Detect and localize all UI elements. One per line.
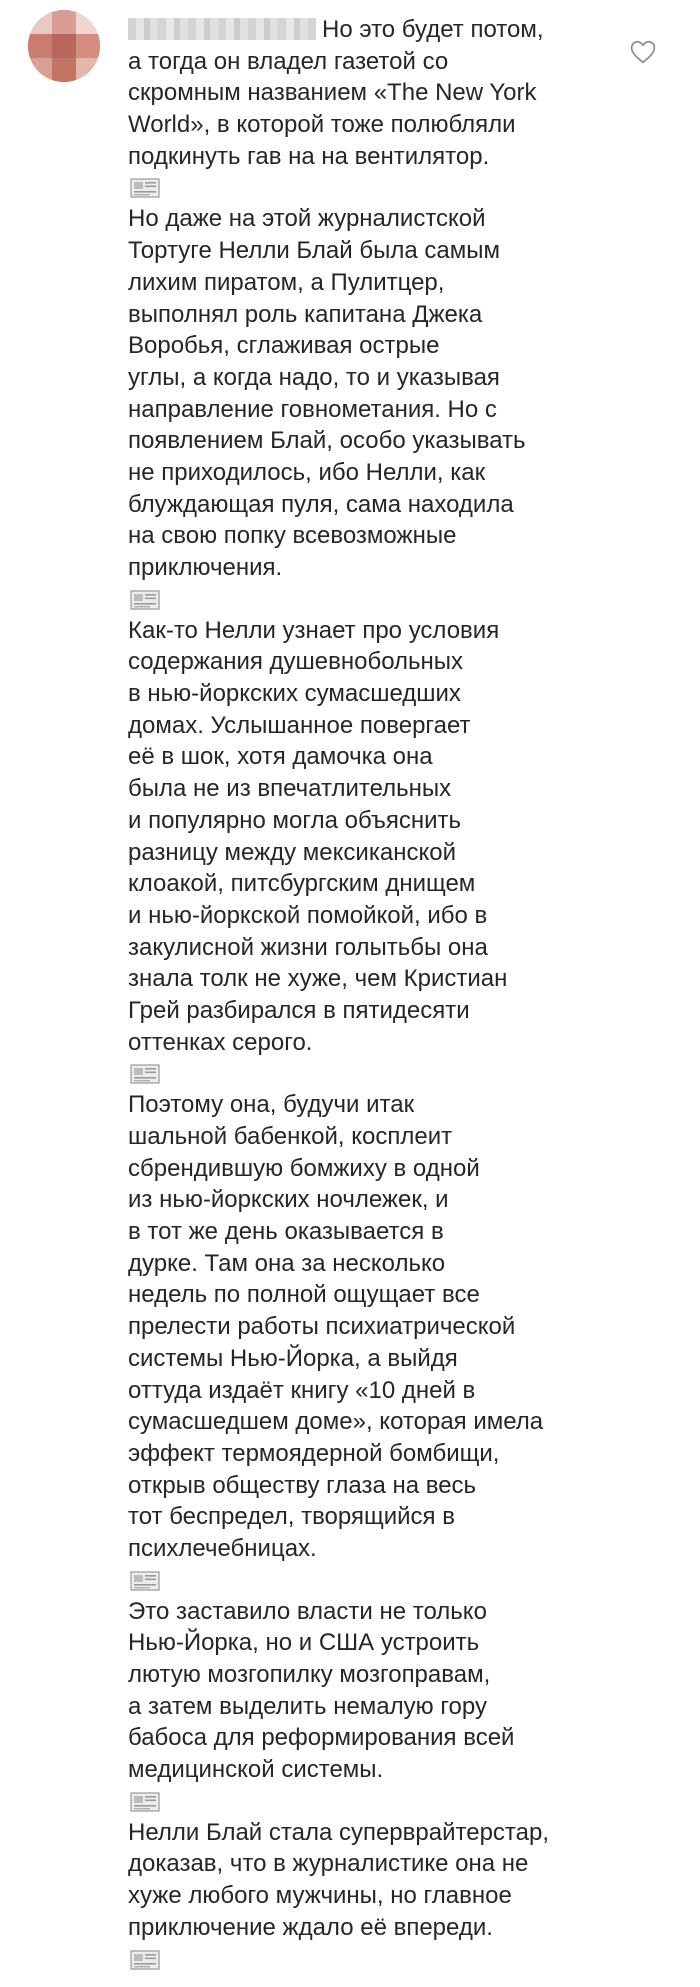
comment-line <box>128 394 608 426</box>
comment-text: лютую мозгопилку мозгоправам, <box>128 1661 491 1688</box>
comment-line <box>128 1880 608 1912</box>
comment-line <box>128 1691 608 1723</box>
comment-text: скромным названием «The New York <box>128 79 537 107</box>
comment-line <box>128 330 608 362</box>
comment-line <box>128 615 608 647</box>
comment-line <box>128 1722 608 1754</box>
comment-text: в тот же день оказывается в <box>128 1218 444 1246</box>
comment-line <box>128 1627 608 1659</box>
comment-line <box>128 1659 608 1691</box>
comment-line <box>128 489 608 521</box>
comment-text: Нелли Блай стала суперврайтерстар, <box>128 1818 550 1846</box>
comment-text: углы, а когда надо, то и указывая <box>128 363 500 391</box>
comment-text: хуже любого мужчины, но главное <box>128 1882 512 1910</box>
comment-line <box>128 932 608 964</box>
comment-text: Это заставило власти не только <box>128 1597 487 1625</box>
comment-text: направление говнометания. Но с <box>128 395 497 423</box>
comment-line <box>128 457 608 489</box>
comment-line <box>128 1216 608 1248</box>
comment-line <box>128 235 608 267</box>
newspaper-icon <box>130 1570 160 1592</box>
comment-text: прелести работы психиатрической <box>128 1313 516 1341</box>
comment-text: подкинуть гав на на вентилятор. <box>128 142 490 170</box>
comment-line <box>128 1438 608 1470</box>
comment-line <box>128 1533 608 1565</box>
comment-text: недель по полной ощущает все <box>128 1281 480 1309</box>
comment-text: оттуда издаёт книгу «10 дней в <box>128 1376 476 1404</box>
comment-line <box>128 362 608 394</box>
comment-line <box>128 203 608 235</box>
comment-line <box>128 646 608 678</box>
comment-line <box>128 109 608 141</box>
comment-text: Нью-Йорка, но и США устроить <box>128 1629 480 1657</box>
comment-line <box>128 1248 608 1280</box>
comment-line <box>128 1184 608 1216</box>
comment-text: не приходилось, ибо Нелли, как <box>128 458 486 486</box>
comment-line <box>128 837 608 869</box>
comment-text: тот беспредел, творящийся в <box>128 1503 455 1531</box>
comment-text: Воробья, сглаживая острые <box>128 332 440 360</box>
comment-text: и популярно могла объяснить <box>128 806 462 834</box>
comment-text: блуждающая пуля, сама находила <box>128 490 514 518</box>
comment-text: была не из впечатлительных <box>128 775 452 803</box>
username-link[interactable] <box>128 18 316 40</box>
comment-text: World», в которой тоже полюбляли <box>128 111 516 139</box>
newspaper-icon <box>130 589 160 611</box>
comment-text: приключение ждало её впереди. <box>128 1913 493 1941</box>
comment-line <box>128 1279 608 1311</box>
comment-text: медицинской системы. <box>128 1756 384 1784</box>
comment-line <box>128 805 608 837</box>
comment-line <box>128 141 608 173</box>
comment-line <box>128 1311 608 1343</box>
comment-line <box>128 520 608 552</box>
comment-text: Как-то Нелли узнает про условия <box>128 616 500 644</box>
comment-line <box>128 868 608 900</box>
comment-text: открыв обществу глаза на весь <box>128 1471 477 1499</box>
comment-text: психлечебницах. <box>128 1534 317 1562</box>
comment-line <box>128 1027 608 1059</box>
comment-line <box>128 1089 608 1121</box>
comment-line <box>128 1754 608 1786</box>
comment-line <box>128 773 608 805</box>
comment-line <box>128 995 608 1027</box>
comment-line <box>128 267 608 299</box>
newspaper-icon <box>130 1949 160 1971</box>
comment-line <box>128 1912 608 1944</box>
comment-text: приключения. <box>128 554 283 581</box>
comment-text: её в шок, хотя дамочка она <box>128 743 433 771</box>
comment-text: сбрендившую бомжиху в одной <box>128 1154 480 1182</box>
comment-line <box>128 1501 608 1533</box>
comment-text: сумасшедшем доме», которая имела <box>128 1408 544 1436</box>
comment-line <box>128 900 608 932</box>
comment-line <box>128 1343 608 1375</box>
comment-line <box>128 14 608 46</box>
comment-text: оттенках серого. <box>128 1028 313 1056</box>
comment-text: разницу между мексиканской <box>128 838 456 866</box>
newspaper-icon <box>130 177 160 199</box>
comment-line <box>128 552 608 584</box>
comment-text: выполнял роль капитана Джека <box>128 300 483 328</box>
comment-text: шальной бабенкой, косплеит <box>128 1123 453 1150</box>
comment-text: закулисной жизни голытьбы она <box>128 933 488 961</box>
comment-line <box>128 1375 608 1407</box>
comment-line <box>128 1470 608 1502</box>
comment-text: и нью-йоркской помойкой, ибо в <box>128 901 488 929</box>
comment-line <box>128 299 608 331</box>
comment-text: в нью-йоркских сумасшедших <box>128 680 461 708</box>
comment-text: бабоса для реформирования всей <box>128 1724 515 1752</box>
newspaper-icon <box>130 1791 160 1813</box>
heart-outline-icon[interactable] <box>630 40 656 64</box>
comment-text: домах. Услышанное повергает <box>128 711 471 739</box>
comment-text: дурке. Там она за несколько <box>128 1249 446 1277</box>
comment-text: Но даже на этой журналистской <box>128 205 486 233</box>
comment-text: содержания душевнобольных <box>128 648 464 676</box>
comment-line <box>128 678 608 710</box>
comment-text: клоакой, питсбургским днищем <box>128 870 476 898</box>
comment-body <box>128 14 608 1975</box>
comment-text: Грей разбирался в пятидесяти <box>128 996 470 1024</box>
comment-line <box>128 1596 608 1628</box>
comment-text: лихим пиратом, а Пулитцер, <box>128 268 445 296</box>
comment-text: знала толк не хуже, чем Кристиан <box>128 965 508 993</box>
comment-text: появлением Блай, особо указывать <box>128 427 526 455</box>
comment-line <box>128 1406 608 1438</box>
comment-text: а тогда он владел газетой со <box>128 47 449 75</box>
comment-text: из нью-йоркских ночлежек, и <box>128 1186 449 1214</box>
avatar[interactable] <box>28 10 100 82</box>
comment-text: Тортуге Нелли Блай была самым <box>128 237 500 265</box>
comment-line <box>128 1153 608 1185</box>
comment-line <box>128 425 608 457</box>
comment-line <box>128 46 608 78</box>
comment-text: доказав, что в журналистике она не <box>128 1850 529 1878</box>
newspaper-icon <box>130 1063 160 1085</box>
comment-line <box>128 710 608 742</box>
comment-line <box>128 77 608 109</box>
comment-text: эффект термоядерной бомбищи, <box>128 1439 500 1467</box>
comment-line <box>128 741 608 773</box>
comment-text: системы Нью-Йорка, а выйдя <box>128 1344 458 1372</box>
comment-text: а затем выделить немалую гору <box>128 1692 487 1720</box>
comment-text: на свою попку всевозможные <box>128 522 457 550</box>
comment-line <box>128 1121 608 1153</box>
comment-line <box>128 1817 608 1849</box>
comment-text: Но это будет потом, <box>322 16 544 43</box>
comment-line <box>128 963 608 995</box>
comment-text: Поэтому она, будучи итак <box>128 1091 415 1119</box>
comment-line <box>128 1848 608 1880</box>
